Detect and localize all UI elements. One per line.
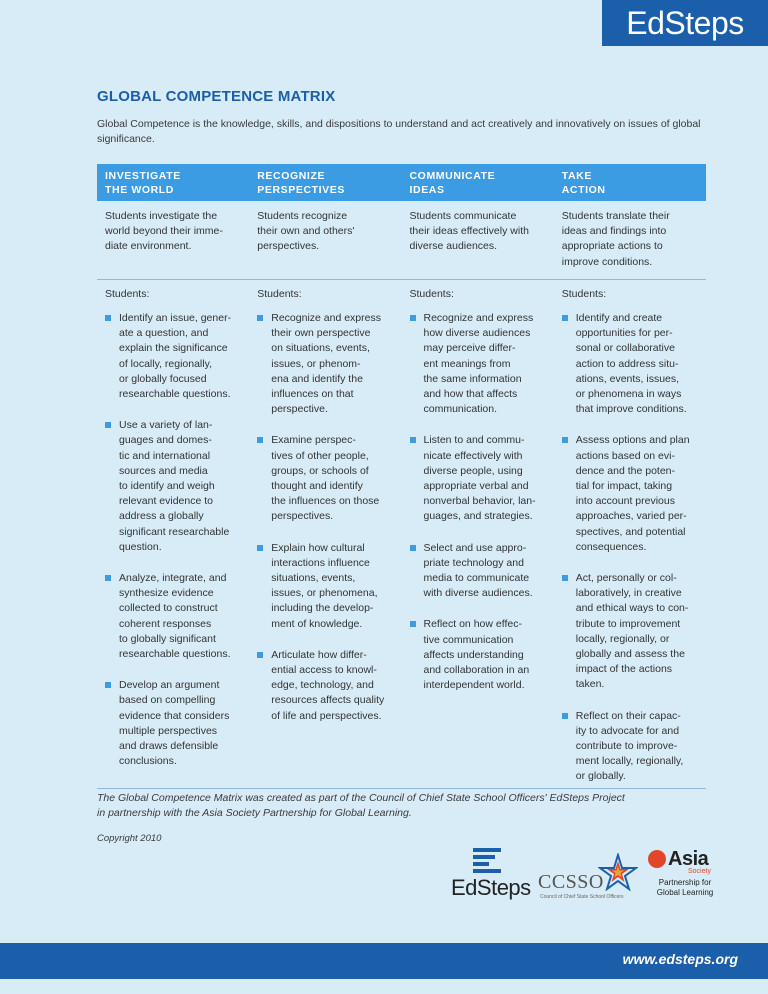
brand-name: EdSteps [626, 4, 744, 41]
matrix-items-row [97, 308, 706, 789]
list-item [562, 433, 698, 555]
ccsso-logo-text: CCSSO [538, 871, 604, 893]
students-label: Students: [257, 288, 302, 300]
list-item [410, 311, 546, 417]
column-description: Students recognize their own and others' perspectives. [257, 210, 355, 253]
bullet-square-icon [105, 575, 111, 581]
column-heading: TAKE ACTION [561, 169, 606, 196]
list-item [562, 311, 698, 417]
column-heading: COMMUNICATE IDEAS [409, 169, 496, 196]
column-communicate-items [402, 308, 554, 788]
item-text: Explain how cultural interactions influence situations, events, issues, or phenomena, including the develop- ment of knowledge. [271, 541, 378, 630]
bullet-square-icon [562, 315, 568, 321]
column-description: Students translate their ideas and findings into appropriate actions to improve conditions. [561, 210, 670, 268]
matrix-header-row [97, 164, 706, 201]
column-investigate-items [97, 308, 249, 788]
item-text: Assess options and plan actions based on evi- dence and the poten- tial for impact, taking into account previous approaches, varied per- spectives, and potential consequences. [575, 434, 690, 553]
item-text: Use a variety of lan- guages and domes- tic and international sources and media to identify and weigh relevant evidence to address a globally significant researchable question. [119, 419, 230, 553]
matrix-description-row [97, 201, 706, 280]
column-recognize-items [249, 308, 401, 788]
footer-band [0, 943, 768, 979]
ccsso-logo-subtitle: Council of Chief State School Officers [540, 894, 624, 900]
bullet-square-icon [257, 545, 263, 551]
bullet-square-icon [105, 422, 111, 428]
item-text: Recognize and express how diverse audiences may perceive differ- ent meanings from the same information and how that affects communication. [423, 312, 534, 416]
column-heading: RECOGNIZE PERSPECTIVES [257, 169, 345, 196]
item-text: Act, personally or col- laboratively, in creative and ethical ways to con- tribute to improvement locally, regionally, or globally and assess the impact of the actions taken. [575, 572, 689, 691]
list-item [562, 571, 698, 693]
asia-society-text: Society [688, 868, 711, 875]
bullet-square-icon [410, 437, 416, 443]
item-text: Reflect on their capac- ity to advocate for and contribute to improve- ment locally, regionally, or globally. [575, 709, 684, 783]
bullet-square-icon [562, 713, 568, 719]
asia-society-mark-icon [648, 850, 666, 868]
bullet-square-icon [410, 315, 416, 321]
asia-partnership-text: Partnership for Global Learning [656, 878, 714, 897]
item-text: Recognize and express their own perspective on situations, events, issues, or phenom- ena and identify the influences on that perspective. [271, 312, 381, 416]
asia-society-logo [648, 848, 718, 904]
matrix-students-label-row [97, 280, 706, 308]
column-heading: INVESTIGATE THE WORLD [105, 169, 181, 196]
column-description: Students investigate the world beyond their imme- diate environment. [105, 210, 223, 253]
edsteps-logo-text: EdSteps [451, 875, 531, 900]
list-item [105, 571, 241, 662]
list-item [105, 311, 241, 402]
list-item [410, 433, 546, 524]
brand-tab [602, 0, 768, 46]
column-description: Students communicate their ideas effectively with diverse audiences. [409, 210, 529, 253]
item-text: Listen to and commu- nicate effectively with diverse people, using appropriate verbal and nonverbal behavior, lan- guages, and strategies. [423, 434, 536, 523]
edsteps-logo [451, 848, 531, 902]
list-item [257, 541, 393, 632]
item-text: Articulate how differ- ential access to knowl- edge, technology, and resources affects quality of life and perspectives. [271, 648, 385, 722]
bullet-square-icon [105, 682, 111, 688]
bullet-square-icon [105, 315, 111, 321]
list-item [105, 678, 241, 769]
column-action-items [554, 308, 706, 788]
bullet-square-icon [410, 545, 416, 551]
bullet-square-icon [257, 437, 263, 443]
students-label: Students: [409, 288, 454, 300]
bullet-square-icon [410, 621, 416, 627]
content [97, 88, 706, 789]
page-title: GLOBAL COMPETENCE MATRIX [97, 88, 336, 105]
list-item [257, 311, 393, 417]
students-label: Students: [561, 288, 607, 300]
list-item [257, 433, 393, 524]
footnote: The Global Competence Matrix was created as part of the Council of Chief State School Officers' EdSteps Project in partnership with the Asia Society Partnership for Global Learning. [97, 792, 625, 819]
ccsso-star-icon [598, 853, 638, 891]
list-item [105, 418, 241, 555]
item-text: Examine perspec- tives of other people, groups, or schools of thought and identify the influences on those perspectives. [271, 434, 380, 523]
competence-matrix [97, 164, 706, 789]
item-text: Analyze, integrate, and synthesize evidence collected to construct coherent responses to globally significant researchable questions. [119, 572, 231, 661]
list-item [410, 541, 546, 602]
intro-text: Global Competence is the knowledge, skills, and dispositions to understand and act creatively and innovatively on issues of global significance. [97, 118, 701, 145]
ccsso-logo [538, 853, 638, 903]
item-text: Develop an argument based on compelling evidence that considers multiple perspectives and draws defensible conclusions. [119, 679, 230, 768]
bullet-square-icon [257, 315, 263, 321]
asia-logo-text: Asia [668, 848, 709, 870]
students-label: Students: [105, 288, 150, 300]
edsteps-stairs-icon [473, 848, 501, 874]
item-text: Identify and create opportunities for per- sonal or collaborative action to address situ- ations, events, issues, or phenomena in ways that improve conditions. [575, 312, 687, 416]
item-text: Identify an issue, gener- ate a question, and explain the significance of locally, regionally, or globally focused researchable questions. [119, 312, 232, 401]
item-text: Select and use appro- priate technology and media to communicate with diverse audiences. [423, 541, 533, 600]
bullet-square-icon [257, 652, 263, 658]
bullet-square-icon [562, 575, 568, 581]
item-text: Reflect on how effec- tive communication affects understanding and collaboration in an interdependent world. [423, 618, 530, 692]
list-item [562, 709, 698, 785]
footer-url-link[interactable]: www.edsteps.org [622, 951, 738, 967]
list-item [410, 617, 546, 693]
bullet-square-icon [562, 437, 568, 443]
list-item [257, 648, 393, 724]
copyright: Copyright 2010 [97, 833, 162, 844]
